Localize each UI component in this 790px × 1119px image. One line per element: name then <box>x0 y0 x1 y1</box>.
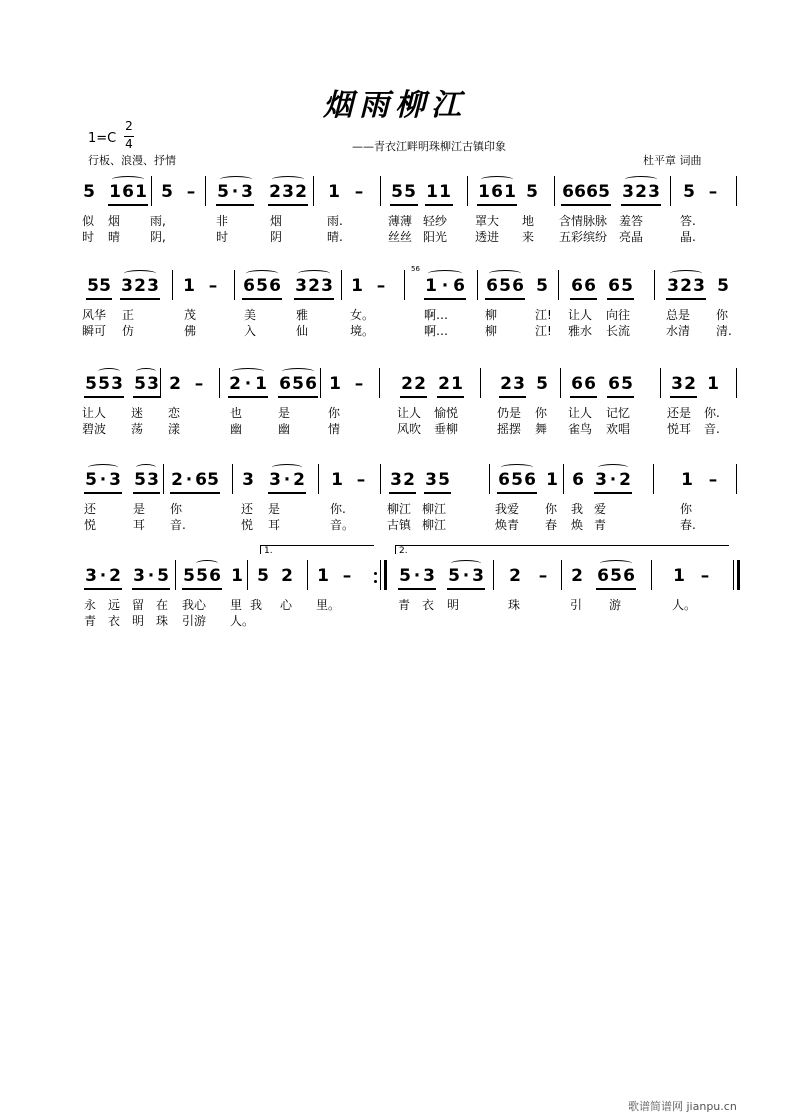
lyric: 佛 <box>184 324 197 338</box>
note: 1 <box>673 566 685 586</box>
note: 1 <box>329 374 341 394</box>
note: 5 <box>499 276 511 296</box>
lyric: 让人 <box>397 406 422 420</box>
note: 6 <box>122 182 134 202</box>
lyric: 总是 <box>666 308 691 322</box>
lyric: 来 <box>522 230 535 244</box>
note: 2 <box>109 566 121 586</box>
lyric: 江! <box>535 324 552 338</box>
lyric: 留 <box>132 598 145 612</box>
lyric: 珠 <box>156 614 169 628</box>
lyric: 阴, <box>150 230 166 244</box>
lyric: 烟 <box>270 214 283 228</box>
note: 6 <box>586 182 598 202</box>
note: 3 <box>269 470 281 490</box>
note: 5 <box>134 374 146 394</box>
lyric: 垂柳 <box>434 422 459 436</box>
note: · <box>244 374 252 394</box>
note: 2 <box>269 182 281 202</box>
lyric: 让人 <box>82 406 107 420</box>
lyric: 焕青 <box>495 518 520 532</box>
note: · <box>185 470 193 490</box>
note: 2 <box>438 374 450 394</box>
note: 3 <box>133 566 145 586</box>
lyric: 时 <box>216 230 229 244</box>
lyric: 似 <box>82 214 95 228</box>
lyric: 人。 <box>672 598 697 612</box>
staff-row-2 <box>0 265 790 366</box>
note: 3 <box>321 276 333 296</box>
note: 1 <box>328 182 340 202</box>
note: 1 <box>504 182 516 202</box>
lyric: 美 <box>244 308 257 322</box>
note: 5 <box>391 182 403 202</box>
lyric: 你 <box>328 406 341 420</box>
lyric: 你 <box>545 502 558 516</box>
note: 3 <box>111 374 123 394</box>
lyric: 薄薄 <box>388 214 413 228</box>
lyric: 雨. <box>327 214 343 228</box>
lyric: 向往 <box>606 308 631 322</box>
note: 3 <box>147 276 159 296</box>
lyric: 愉悦 <box>434 406 459 420</box>
lyric: 焕 <box>571 518 584 532</box>
lyric: 耳 <box>268 518 281 532</box>
note: 3 <box>622 182 634 202</box>
lyric: 青 <box>594 518 607 532</box>
note: 2 <box>619 470 631 490</box>
note: – <box>356 470 366 490</box>
lyric: 风华 <box>82 308 107 322</box>
note: 6 <box>453 276 465 296</box>
lyric: 耳 <box>133 518 146 532</box>
note: 5 <box>621 276 633 296</box>
note: 3 <box>241 182 253 202</box>
lyric: 珠 <box>508 598 521 612</box>
lyric: 清. <box>716 324 732 338</box>
note: 1 <box>255 374 267 394</box>
lyric: 含情脉脉 <box>559 214 608 228</box>
note: – <box>186 182 196 202</box>
lyric: 阴 <box>270 230 283 244</box>
lyric: 引 <box>570 598 583 612</box>
note: 5 <box>292 374 304 394</box>
lyric: 入 <box>244 324 257 338</box>
lyric: 亮晶 <box>619 230 644 244</box>
note: · <box>609 470 617 490</box>
lyric: 雨, <box>150 214 166 228</box>
note: 5 <box>399 566 411 586</box>
note: 3 <box>242 470 254 490</box>
lyric: 阳光 <box>423 230 448 244</box>
author-credit: 杜平章 词曲 <box>643 154 702 167</box>
lyric: 是 <box>133 502 146 516</box>
lyric: 晴 <box>108 230 121 244</box>
note: 6 <box>574 182 586 202</box>
note: 5 <box>99 276 111 296</box>
note: – <box>354 374 364 394</box>
note: 6 <box>305 374 317 394</box>
lyric: 我爱 <box>495 502 520 516</box>
note: – <box>376 276 386 296</box>
lyric: 柳江 <box>422 518 447 532</box>
note: 6 <box>608 374 620 394</box>
lyric: 远 <box>108 598 121 612</box>
lyric: 悦耳 <box>667 422 692 436</box>
note: – <box>708 182 718 202</box>
lyric: 晴. <box>327 230 343 244</box>
note: 3 <box>295 276 307 296</box>
note: – <box>700 566 710 586</box>
lyric: 地 <box>522 214 535 228</box>
lyric: 雀鸟 <box>568 422 593 436</box>
lyric: 羞答 <box>619 214 644 228</box>
note: 6 <box>571 276 583 296</box>
note: 2 <box>134 276 146 296</box>
lyric: 春 <box>545 518 558 532</box>
note: 5 <box>85 470 97 490</box>
note: · <box>413 566 421 586</box>
note: · <box>462 566 470 586</box>
lyric: 幽 <box>230 422 243 436</box>
subtitle: ——青衣江畔明珠柳江古镇印象 <box>352 140 506 153</box>
note: 6 <box>597 566 609 586</box>
note: 2 <box>169 374 181 394</box>
lyric: 女。 <box>350 308 375 322</box>
note: 2 <box>171 470 183 490</box>
lyric: 让人 <box>568 406 593 420</box>
note: 2 <box>308 276 320 296</box>
lyric: 晶. <box>680 230 696 244</box>
note: 3 <box>109 470 121 490</box>
key-signature: 1=C <box>88 131 117 146</box>
lyric: 我 <box>571 502 584 516</box>
lyric: 丝丝 <box>388 230 413 244</box>
note: 1 <box>231 566 243 586</box>
lyric: 游 <box>609 598 622 612</box>
watermark: 歌谱简谱网 jianpu.cn <box>628 1100 737 1113</box>
lyric: 我心 <box>182 598 207 612</box>
note: 2 <box>509 566 521 586</box>
lyric: 江! <box>535 308 552 322</box>
lyric: 悦 <box>241 518 254 532</box>
note: 5 <box>598 182 610 202</box>
note: 5 <box>256 276 268 296</box>
lyric: 明 <box>132 614 145 628</box>
note: 3 <box>595 470 607 490</box>
lyric: 舞 <box>535 422 548 436</box>
note: 6 <box>571 374 583 394</box>
note: 3 <box>693 276 705 296</box>
note: 6 <box>269 276 281 296</box>
note: 2 <box>571 566 583 586</box>
lyric: 答. <box>680 214 696 228</box>
note: 5 <box>87 276 99 296</box>
note: 6 <box>195 470 207 490</box>
note: – <box>342 566 352 586</box>
note: 3 <box>282 182 294 202</box>
note: 6 <box>623 566 635 586</box>
lyric: 明 <box>447 598 460 612</box>
note: 6 <box>524 470 536 490</box>
note: 6 <box>584 374 596 394</box>
lyric: 长流 <box>606 324 631 338</box>
note: 3 <box>85 566 97 586</box>
note: 2 <box>401 374 413 394</box>
note: – <box>708 470 718 490</box>
lyric: 还是 <box>667 406 692 420</box>
note: 2 <box>403 470 415 490</box>
note: · <box>99 470 107 490</box>
lyric: 荡 <box>131 422 144 436</box>
note: 5 <box>683 182 695 202</box>
lyric: 恋 <box>168 406 181 420</box>
lyric: 仍是 <box>497 406 522 420</box>
note: 6 <box>584 276 596 296</box>
note: 3 <box>472 566 484 586</box>
lyric: 仿 <box>122 324 135 338</box>
note: 3 <box>513 374 525 394</box>
note: · <box>99 566 107 586</box>
lyric: 轻纱 <box>423 214 448 228</box>
lyric: 风吹 <box>397 422 422 436</box>
lyric: 柳江 <box>387 502 412 516</box>
lyric: 也 <box>230 406 243 420</box>
note: 1 <box>425 276 437 296</box>
note: 2 <box>684 374 696 394</box>
lyric: 永 <box>84 598 97 612</box>
lyric: 青 <box>84 614 97 628</box>
note: 6 <box>498 470 510 490</box>
grace-notes: 56 <box>411 265 420 273</box>
note: 1 <box>451 374 463 394</box>
song-title: 烟雨柳江 <box>323 88 467 123</box>
note: 2 <box>281 566 293 586</box>
lyric: 是 <box>268 502 281 516</box>
note: 1 <box>681 470 693 490</box>
note: 2 <box>414 374 426 394</box>
note: 5 <box>404 182 416 202</box>
note: 5 <box>257 566 269 586</box>
lyric: 衣 <box>108 614 121 628</box>
lyric: 烟 <box>108 214 121 228</box>
lyric: 正 <box>122 308 135 322</box>
lyric: 幽 <box>278 422 291 436</box>
note: 3 <box>648 182 660 202</box>
note: 2 <box>635 182 647 202</box>
note: 5 <box>511 470 523 490</box>
note: · <box>147 566 155 586</box>
lyric: 透进 <box>475 230 500 244</box>
lyric: 非 <box>216 214 229 228</box>
lyric: 记忆 <box>606 406 631 420</box>
note: 6 <box>491 182 503 202</box>
note: 3 <box>671 374 683 394</box>
note: 2 <box>229 374 241 394</box>
note: · <box>231 182 239 202</box>
note: 1 <box>707 374 719 394</box>
lyric: 柳 <box>485 324 498 338</box>
lyric: 青 <box>398 598 411 612</box>
note: 5 <box>157 566 169 586</box>
lyric: 柳江 <box>422 502 447 516</box>
note: 3 <box>667 276 679 296</box>
lyric: 欢唱 <box>606 422 631 436</box>
lyric: 时 <box>82 230 95 244</box>
staff-row-3 <box>0 374 790 464</box>
note: 6 <box>243 276 255 296</box>
lyric: 古镇 <box>387 518 412 532</box>
note: 3 <box>147 470 159 490</box>
note: – <box>354 182 364 202</box>
volta-second-ending: 2. <box>395 545 729 554</box>
note: 5 <box>134 470 146 490</box>
lyric: 水清 <box>666 324 691 338</box>
lyric: 音。 <box>330 518 355 532</box>
lyric: 春. <box>680 518 696 532</box>
note: 5 <box>196 566 208 586</box>
lyric: 里。 <box>316 598 341 612</box>
note: 5 <box>217 182 229 202</box>
lyric: 情 <box>328 422 341 436</box>
lyric: 瞬可 <box>82 324 107 338</box>
lyric: 我 <box>250 598 263 612</box>
note: 2 <box>293 470 305 490</box>
note: 1 <box>317 566 329 586</box>
note: 1 <box>546 470 558 490</box>
note: 5 <box>717 276 729 296</box>
note: – <box>194 374 204 394</box>
note: 6 <box>512 276 524 296</box>
note: 5 <box>448 566 460 586</box>
lyric: 还 <box>241 502 254 516</box>
note: 6 <box>572 470 584 490</box>
note: 6 <box>486 276 498 296</box>
note: 6 <box>562 182 574 202</box>
lyric: 人。 <box>230 614 255 628</box>
note: 1 <box>135 182 147 202</box>
note: · <box>441 276 449 296</box>
lyric: 音. <box>170 518 186 532</box>
lyric: 是 <box>278 406 291 420</box>
note: 3 <box>423 566 435 586</box>
note: 5 <box>610 566 622 586</box>
note: 2 <box>500 374 512 394</box>
note: 5 <box>98 374 110 394</box>
time-signature-top: 2 <box>125 119 133 133</box>
note: 6 <box>209 566 221 586</box>
note: 1 <box>183 276 195 296</box>
note: 5 <box>207 470 219 490</box>
note: · <box>283 470 291 490</box>
note: 5 <box>161 182 173 202</box>
note: 6 <box>608 276 620 296</box>
note: 5 <box>438 470 450 490</box>
time-signature-bottom: 4 <box>125 137 133 151</box>
note: – <box>208 276 218 296</box>
lyric: 境。 <box>350 324 375 338</box>
note: 3 <box>390 470 402 490</box>
lyric: 五彩缤纷 <box>559 230 608 244</box>
note: 1 <box>478 182 490 202</box>
lyric: 爱 <box>594 502 607 516</box>
lyric: 音. <box>704 422 720 436</box>
lyric: 柳 <box>485 308 498 322</box>
note: 1 <box>331 470 343 490</box>
lyric: 你 <box>680 502 693 516</box>
note: 5 <box>536 276 548 296</box>
note: 5 <box>83 182 95 202</box>
note: 5 <box>183 566 195 586</box>
lyric: 罩大 <box>475 214 500 228</box>
note: 2 <box>680 276 692 296</box>
volta-first-ending: 1. <box>260 545 374 554</box>
note: 5 <box>85 374 97 394</box>
lyric: 雅水 <box>568 324 593 338</box>
lyric: 茂 <box>184 308 197 322</box>
staff-row-1 <box>0 182 790 272</box>
lyric: 啊… <box>424 308 449 322</box>
lyric: 衣 <box>422 598 435 612</box>
lyric: 里 <box>230 598 243 612</box>
lyric: 你 <box>716 308 729 322</box>
note: 1 <box>439 182 451 202</box>
lyric: 仙 <box>296 324 309 338</box>
lyric: 还 <box>84 502 97 516</box>
tempo-marking: 行板、浪漫、抒情 <box>88 154 176 167</box>
lyric: 让人 <box>568 308 593 322</box>
note: 2 <box>295 182 307 202</box>
staff-row-5 <box>0 566 790 656</box>
note: 5 <box>536 374 548 394</box>
lyric: 你 <box>535 406 548 420</box>
lyric: 啊… <box>424 324 449 338</box>
note: 5 <box>526 182 538 202</box>
note: 3 <box>147 374 159 394</box>
lyric: 摇摆 <box>497 422 522 436</box>
lyric: 碧波 <box>82 422 107 436</box>
lyric: 雅 <box>296 308 309 322</box>
note: 6 <box>279 374 291 394</box>
lyric: 你. <box>704 406 720 420</box>
note: 1 <box>109 182 121 202</box>
note: 3 <box>425 470 437 490</box>
lyric: 漾 <box>168 422 181 436</box>
lyric: 悦 <box>84 518 97 532</box>
lyric: 引游 <box>182 614 207 628</box>
note: 3 <box>121 276 133 296</box>
lyric: 心 <box>280 598 293 612</box>
note: 1 <box>426 182 438 202</box>
lyric: 你 <box>170 502 183 516</box>
note: 1 <box>351 276 363 296</box>
lyric: 你. <box>330 502 346 516</box>
note: – <box>538 566 548 586</box>
lyric: 在 <box>156 598 169 612</box>
lyric: 迷 <box>131 406 144 420</box>
note: 5 <box>621 374 633 394</box>
